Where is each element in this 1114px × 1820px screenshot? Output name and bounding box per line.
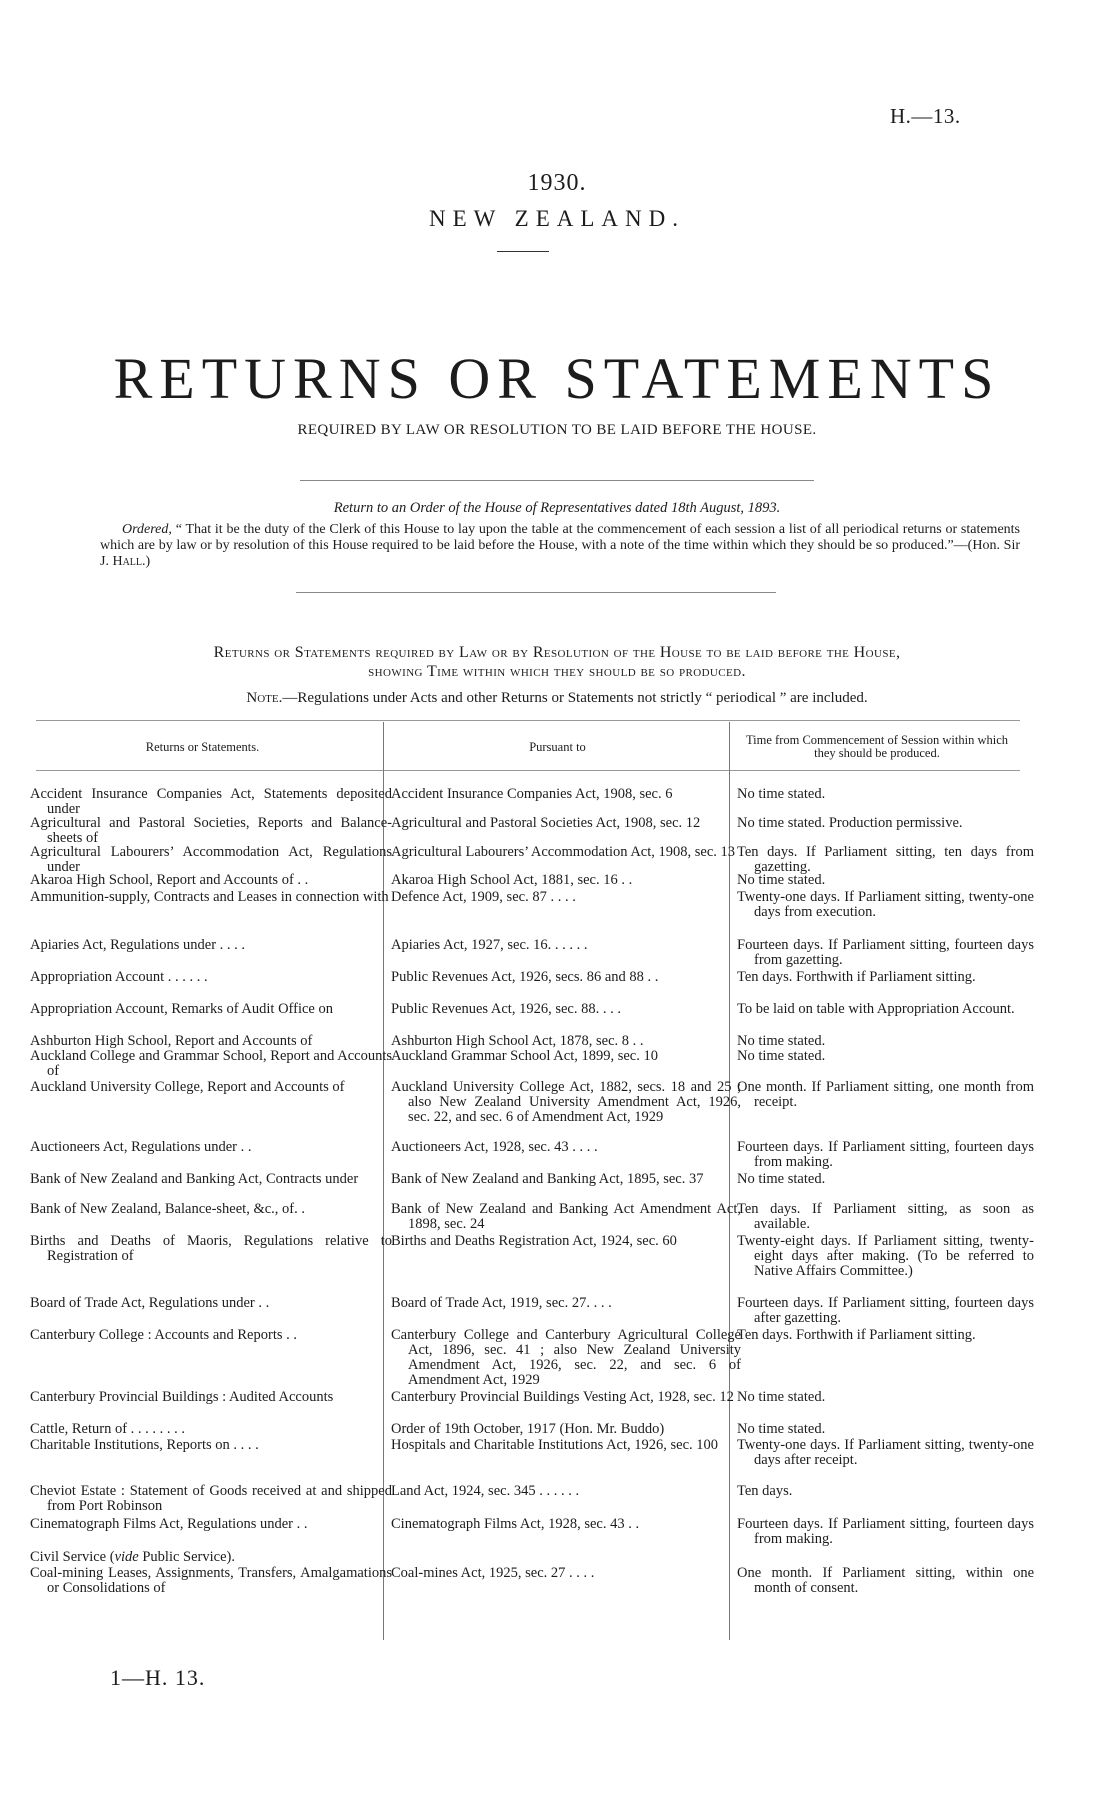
pursuant-cell: Bank of New Zealand and Banking Act Amendment Act, 1898, sec. 24 [391,1201,741,1232]
pursuant-cell: Births and Deaths Registration Act, 1924, sec. 60 [391,1233,677,1249]
time-cell: No time stated. [737,872,826,888]
column-header-time: Time from Commencement of Session within which they should be produced. [745,733,1009,760]
returns-cell: Appropriation Account . . . . . . [30,969,208,985]
note-text: —Regulations under Acts and other Returns or Statements not strictly “ periodical ” are included. [282,690,868,706]
pursuant-cell: Ashburton High School Act, 1878, sec. 8 . . [391,1033,644,1049]
section-title-line1: Returns or Statements required by Law or by Resolution of the House to be laid before the House, [213,644,901,661]
returns-cell: Appropriation Account, Remarks of Audit Office on [30,1001,333,1017]
returns-cell: Canterbury Provincial Buildings : Audited Accounts [30,1389,334,1405]
pursuant-cell: Cinematograph Films Act, 1928, sec. 43 . . [391,1516,640,1532]
returns-cell: Canterbury College : Accounts and Reports . . [30,1327,297,1343]
pursuant-cell: Agricultural and Pastoral Societies Act, 1908, sec. 12 [391,815,701,831]
returns-cell: Akaroa High School, Report and Accounts of . . [30,872,309,888]
time-cell: No time stated. [737,1048,826,1064]
pursuant-cell: Agricultural Labourers’ Accommodation Act, 1908, sec. 13 [391,844,736,860]
returns-cell: Apiaries Act, Regulations under . . . . [30,937,246,953]
note-label: Note. [246,690,283,706]
returns-cell: Cattle, Return of . . . . . . . . [30,1421,186,1437]
order-text [100,522,1020,570]
pursuant-cell: Akaroa High School Act, 1881, sec. 16 . . [391,872,633,888]
returns-cell: Ammunition-supply, Contracts and Leases in connection with [30,889,389,905]
returns-cell: Cinematograph Films Act, Regulations under . . [30,1516,308,1532]
pursuant-cell: Land Act, 1924, sec. 345 . . . . . . [391,1483,580,1499]
pursuant-cell: Public Revenues Act, 1926, sec. 88. . . . [391,1001,621,1017]
section-note [0,690,1114,707]
pursuant-cell: Auctioneers Act, 1928, sec. 43 . . . . [391,1139,598,1155]
time-cell: Fourteen days. If Parliament sitting, fourteen days from making. [737,1516,1034,1547]
time-cell: No time stated. Production permissive. [737,815,963,831]
returns-cell: Auctioneers Act, Regulations under . . [30,1139,252,1155]
country-heading: NEW ZEALAND. [428,206,686,231]
time-cell: No time stated. [737,1389,826,1405]
table-top-rule [36,720,1020,721]
time-cell: Twenty-one days. If Parliament sitting, twenty-one days from execution. [737,889,1034,920]
pursuant-cell: Canterbury College and Canterbury Agricultural College Act, 1896, sec. 41 ; also New Zealand University Amendment Act, 1926, sec. 22, and sec. 6 of Amendment Act, 1929 [391,1327,741,1388]
time-cell: No time stated. [737,786,826,802]
pursuant-cell: Public Revenues Act, 1926, secs. 86 and 88 . . [391,969,659,985]
order-body: “ That it be the duty of the Clerk of this House to lay upon the table at the commencement of each session a list of all periodical returns or statements which are by law or by resolution of this House required to be laid before the House, with a note of the time within which they should be so produced.”—(Hon. Sir J. [100,522,1021,569]
time-cell: Ten days. If Parliament sitting, as soon as available. [737,1201,1034,1232]
pursuant-cell: Auckland Grammar School Act, 1899, sec. 10 [391,1048,658,1064]
returns-cell: Charitable Institutions, Reports on . . . . [30,1437,259,1453]
returns-cell: Births and Deaths of Maoris, Regulations relative to Registration of [30,1233,392,1264]
order-title: Return to an Order of the House of Representatives dated 18th August, 1893. [333,500,781,516]
page-number: 1—H. 13. [110,1665,206,1690]
divider [300,480,814,481]
pursuant-cell: Board of Trade Act, 1919, sec. 27. . . . [391,1295,612,1311]
time-cell: To be laid on table with Appropriation Account. [737,1001,1015,1017]
column-header-returns: Returns or Statements. [145,739,260,754]
pursuant-cell: Accident Insurance Companies Act, 1908, sec. 6 [391,786,673,802]
divider [497,251,549,252]
time-cell: One month. If Parliament sitting, within one month of consent. [737,1565,1034,1596]
pursuant-cell: Apiaries Act, 1927, sec. 16. . . . . . [391,937,588,953]
order-author: Hall.) [112,554,151,569]
returns-cell: Agricultural Labourers’ Accommodation Act, Regulations under [30,844,392,875]
time-cell: No time stated. [737,1033,826,1049]
column-header-pursuant: Pursuant to [529,739,586,754]
time-cell: No time stated. [737,1171,826,1187]
time-cell: Twenty-eight days. If Parliament sitting, twenty-eight days after making. (To be referred to Native Affairs Committee.) [737,1233,1034,1279]
document-year: 1930. [527,170,587,196]
returns-cell: Coal-mining Leases, Assignments, Transfers, Amalgamations or Consolidations of [30,1565,392,1596]
time-cell: Fourteen days. If Parliament sitting, fourteen days from making. [737,1139,1034,1170]
pursuant-cell: Defence Act, 1909, sec. 87 . . . . [391,889,576,905]
returns-cell: Board of Trade Act, Regulations under . . [30,1295,270,1311]
time-cell: Fourteen days. If Parliament sitting, fourteen days from gazetting. [737,937,1034,968]
returns-cell: Bank of New Zealand, Balance-sheet, &c., of. . [30,1201,305,1217]
pursuant-cell: Hospitals and Charitable Institutions Act, 1926, sec. 100 [391,1437,719,1453]
returns-cell: Auckland College and Grammar School, Report and Accounts of [30,1048,392,1079]
returns-cell: Ashburton High School, Report and Accounts of [30,1033,313,1049]
pursuant-cell: Order of 19th October, 1917 (Hon. Mr. Buddo) [391,1421,665,1437]
time-cell: Ten days. Forthwith if Parliament sitting. [737,969,976,985]
pursuant-cell: Bank of New Zealand and Banking Act, 1895, sec. 37 [391,1171,704,1187]
latin-term: vide [114,1549,139,1565]
section-title [0,643,1114,681]
time-cell: Ten days. If Parliament sitting, ten days from gazetting. [737,844,1034,875]
time-cell: Twenty-one days. If Parliament sitting, twenty-one days after receipt. [737,1437,1034,1468]
time-cell: One month. If Parliament sitting, one month from receipt. [737,1079,1034,1110]
table-header-rule [36,770,1020,771]
time-cell: Fourteen days. If Parliament sitting, fourteen days after gazetting. [737,1295,1034,1326]
time-cell: Ten days. [737,1483,793,1499]
pursuant-cell: Canterbury Provincial Buildings Vesting Act, 1928, sec. 12 [391,1389,734,1405]
pursuant-cell: Coal-mines Act, 1925, sec. 27 . . . . [391,1565,595,1581]
returns-cell: Agricultural and Pastoral Societies, Reports and Balance-sheets of [30,815,392,846]
returns-cell: Civil Service (vide Public Service). [30,1549,235,1565]
returns-cell: Bank of New Zealand and Banking Act, Contracts under [30,1171,359,1187]
returns-cell: Auckland University College, Report and Accounts of [30,1079,345,1095]
returns-cell: Cheviot Estate : Statement of Goods received at and shipped from Port Robinson [30,1483,392,1514]
section-title-line2: showing Time within which they should be so produced. [368,663,746,680]
page-reference: H.—13. [890,104,961,128]
time-cell: No time stated. [737,1421,826,1437]
order-ordered-word: Ordered, [122,522,172,537]
divider [296,592,776,593]
pursuant-cell: Auckland University College Act, 1882, secs. 18 and 25 ; also New Zealand University Amendment Act, 1926, sec. 22, and sec. 6 of Amendment Act, 1929 [391,1079,741,1125]
time-cell: Ten days. Forthwith if Parliament sitting. [737,1327,976,1343]
returns-cell: Accident Insurance Companies Act, Statements deposited under [30,786,392,817]
page-title: RETURNS OR STATEMENTS [113,346,1001,411]
page-subtitle: REQUIRED BY LAW OR RESOLUTION TO BE LAID BEFORE THE HOUSE. [297,422,817,438]
